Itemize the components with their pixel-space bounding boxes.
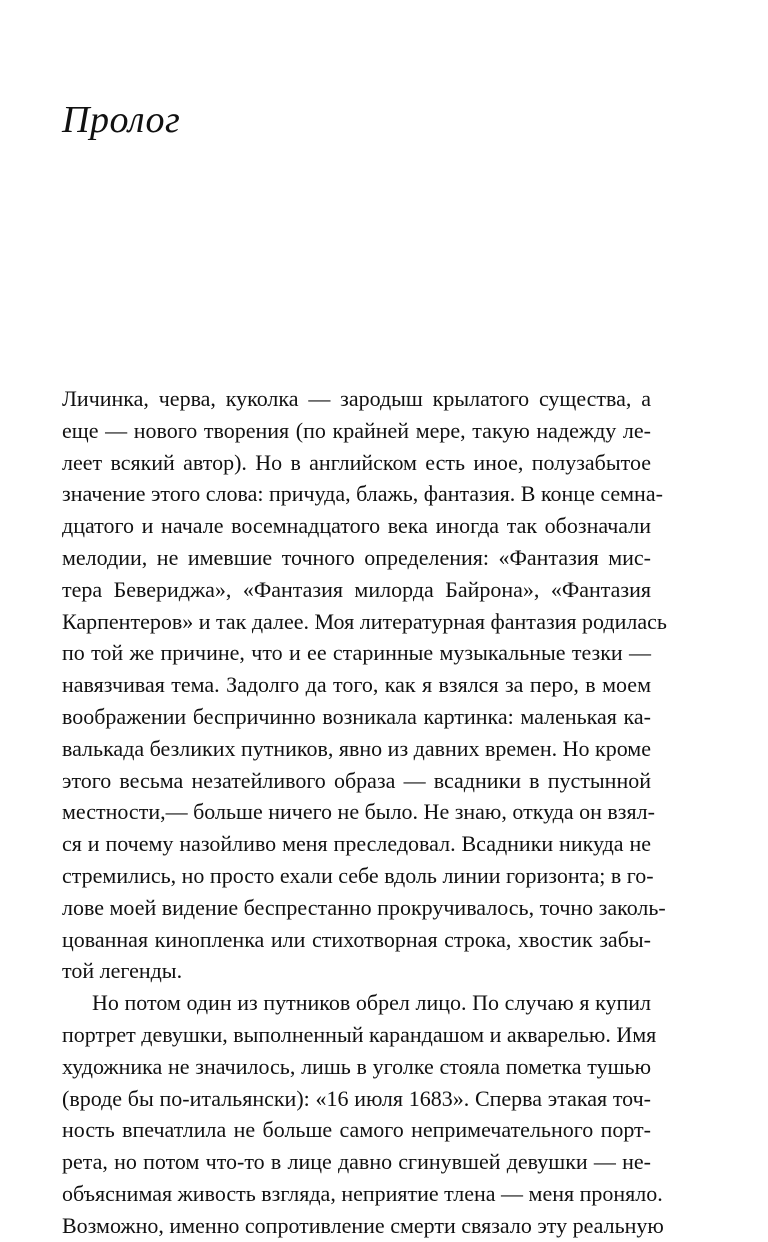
text-line: художника не значилось, лишь в уголке стояла пометка тушью bbox=[62, 1053, 651, 1079]
text-line: Возможно, именно сопротивление смерти связало эту реальную bbox=[62, 1212, 664, 1238]
text-line: этого весьма незатейливого образа — всадники в пустынной bbox=[62, 767, 651, 793]
paragraph-1 bbox=[62, 383, 667, 987]
text-line: тера Бевериджа», «Фантазия милорда Байрона», «Фантазия bbox=[62, 576, 651, 602]
text-line: Карпентеров» и так далее. Моя литературная фантазия родилась bbox=[62, 608, 667, 634]
text-line: стремились, но просто ехали себе вдоль линии горизонта; в го- bbox=[62, 862, 654, 888]
text-line: мелодии, не имевшие точного определения: «Фантазия мис- bbox=[62, 544, 651, 570]
text-line: значение этого слова: причуда, блажь, фантазия. В конце семна- bbox=[62, 481, 663, 507]
text-line: ся и почему назойливо меня преследовал. Всадники никуда не bbox=[62, 831, 651, 857]
chapter-title: Пролог bbox=[62, 99, 181, 141]
text-line: ность впечатлила не больше самого непримечательного порт- bbox=[62, 1117, 651, 1143]
text-line: той легенды. bbox=[62, 958, 183, 984]
text-line: местности,— больше ничего не было. Не знаю, откуда он взял- bbox=[62, 799, 655, 825]
body-text bbox=[62, 383, 667, 1242]
text-line: по той же причине, что и ее старинные музыкальные тезки — bbox=[62, 640, 651, 666]
text-line: Но потом один из путников обрел лицо. По случаю я купил bbox=[92, 990, 651, 1016]
text-line: рета, но потом что-то в лице давно сгинувшей девушки — не- bbox=[62, 1149, 651, 1175]
text-line: валькада безликих путников, явно из давних времен. Но кроме bbox=[62, 735, 651, 761]
text-line: леет всякий автор). Но в английском есть иное, полузабытое bbox=[62, 449, 651, 475]
text-line: лове моей видение беспрестанно прокручивалось, точно заколь- bbox=[62, 894, 666, 920]
text-line: воображении беспричинно возникала картинка: маленькая ка- bbox=[62, 703, 651, 729]
text-line: портрет девушки, выполненный карандашом и акварелью. Имя bbox=[62, 1021, 657, 1047]
text-line: еще — нового творения (по крайней мере, такую надежду ле- bbox=[62, 417, 651, 443]
text-line: объяснимая живость взгляда, неприятие тлена — меня проняло. bbox=[62, 1180, 663, 1206]
paragraph-2 bbox=[62, 987, 664, 1241]
text-line: цованная кинопленка или стихотворная строка, хвостик забы- bbox=[62, 926, 651, 952]
text-line: дцатого и начале восемнадцатого века иногда так обозначали bbox=[62, 513, 651, 539]
text-line: навязчивая тема. Задолго да того, как я взялся за перо, в моем bbox=[62, 672, 651, 698]
text-line: (вроде бы по-итальянски): «16 июля 1683». Сперва этакая точ- bbox=[62, 1085, 651, 1111]
text-line: Личинка, черва, куколка — зародыш крылатого существа, а bbox=[62, 386, 651, 411]
